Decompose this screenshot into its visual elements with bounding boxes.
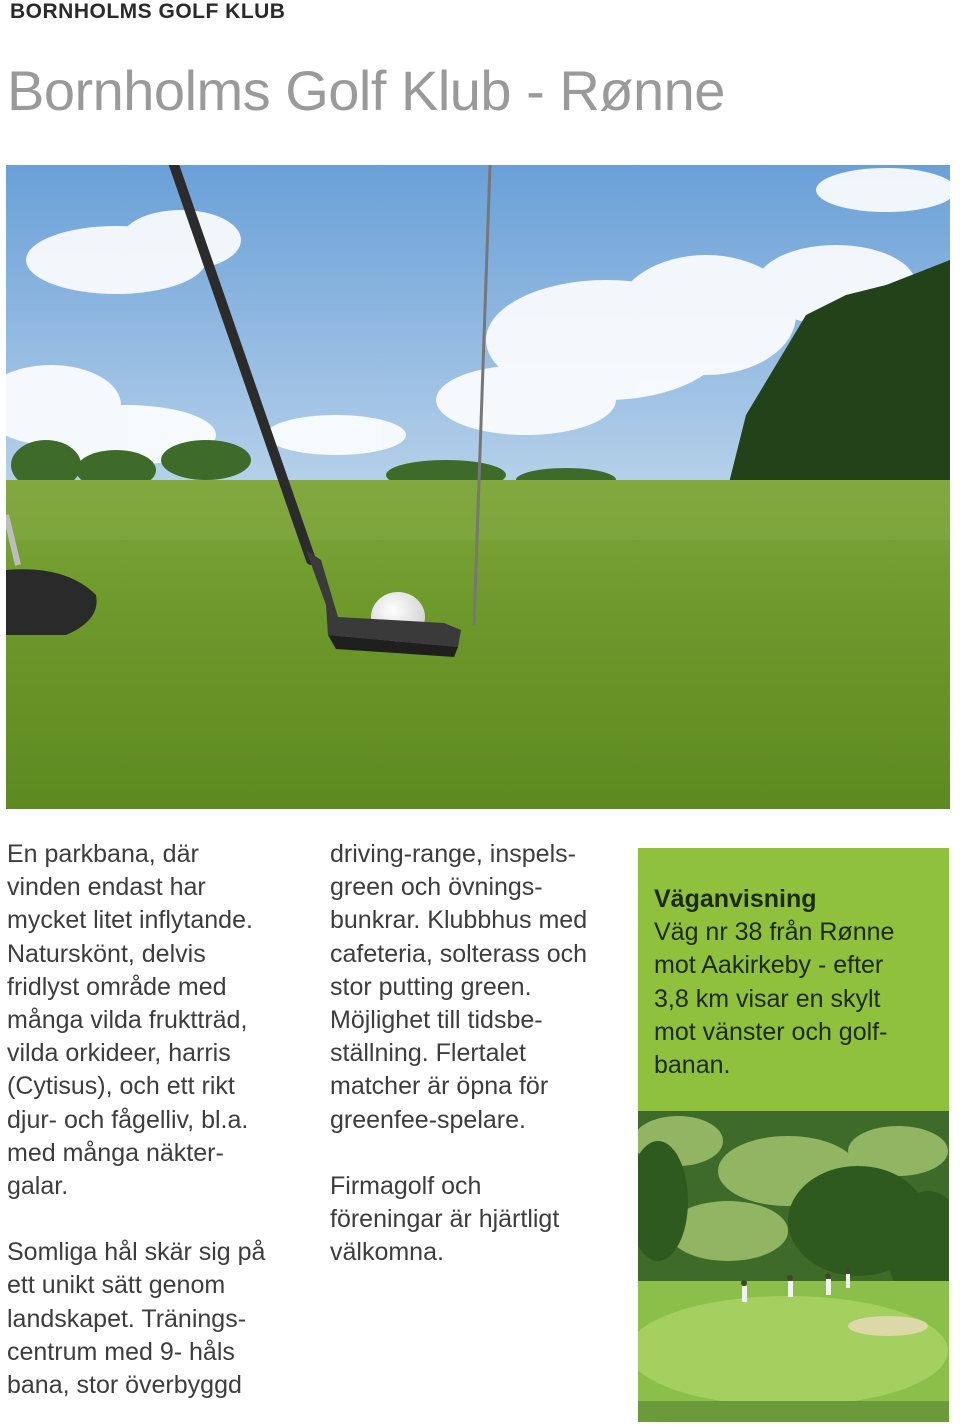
course-photo [638, 1111, 949, 1422]
hero-photo-golf-green [6, 165, 950, 809]
text-line: många vilda fruktträd, [7, 1006, 248, 1035]
text-line: ett unikt sätt genom [7, 1271, 226, 1300]
text-line: ställning. Flertalet [330, 1039, 526, 1068]
body-column-1 [7, 838, 307, 1402]
text-line: (Cytisus), och ett rikt [7, 1072, 235, 1101]
text-line: greenfee-spelare. [330, 1105, 526, 1134]
text-line: Somliga hål skär sig på [7, 1238, 266, 1267]
text-line: föreningar är hjärtligt [330, 1205, 560, 1234]
directions-heading: Väganvisning [654, 885, 817, 913]
text-line: fridlyst område med [7, 972, 227, 1001]
directions-line: mot Aakirkeby - efter [654, 951, 884, 980]
body-column-2 [330, 838, 620, 1269]
directions-box [638, 848, 949, 1111]
text-line: djur- och fågelliv, bl.a. [7, 1105, 249, 1134]
text-line: stor putting green. [330, 972, 532, 1001]
text-line: med många näkter- [7, 1138, 224, 1167]
text-line: vilda orkideer, harris [7, 1039, 231, 1068]
directions-line: mot vänster och golf- [654, 1017, 888, 1046]
directions-line: Väg nr 38 från Rønne [654, 918, 895, 947]
text-line: bana, stor överbyggd [7, 1371, 242, 1400]
text-line: galar. [7, 1172, 69, 1201]
text-line: En parkbana, där [7, 840, 199, 868]
text-line: centrum med 9- håls [7, 1337, 235, 1366]
text-line: välkomna. [330, 1238, 444, 1267]
text-line: vinden endast har [7, 873, 206, 902]
section-kicker: BORNHOLMS GOLF KLUB [10, 0, 286, 23]
text-line: mycket litet inflytande. [7, 906, 253, 935]
text-line: driving-range, inspels- [330, 840, 576, 868]
page-title: Bornholms Golf Klub - Rønne [7, 59, 725, 122]
text-line: landskapet. Tränings- [7, 1304, 247, 1333]
directions-line: banan. [654, 1051, 731, 1080]
directions-line: 3,8 km visar en skylt [654, 984, 881, 1013]
text-line: bunkrar. Klubbhus med [330, 906, 588, 935]
text-line: Naturskönt, delvis [7, 939, 206, 968]
text-line: Firmagolf och [330, 1171, 482, 1200]
text-line: green och övnings- [330, 873, 543, 902]
text-line: cafeteria, solterass och [330, 939, 588, 968]
text-line: Möjlighet till tidsbe- [330, 1006, 543, 1035]
text-line: matcher är öpna för [330, 1072, 549, 1101]
